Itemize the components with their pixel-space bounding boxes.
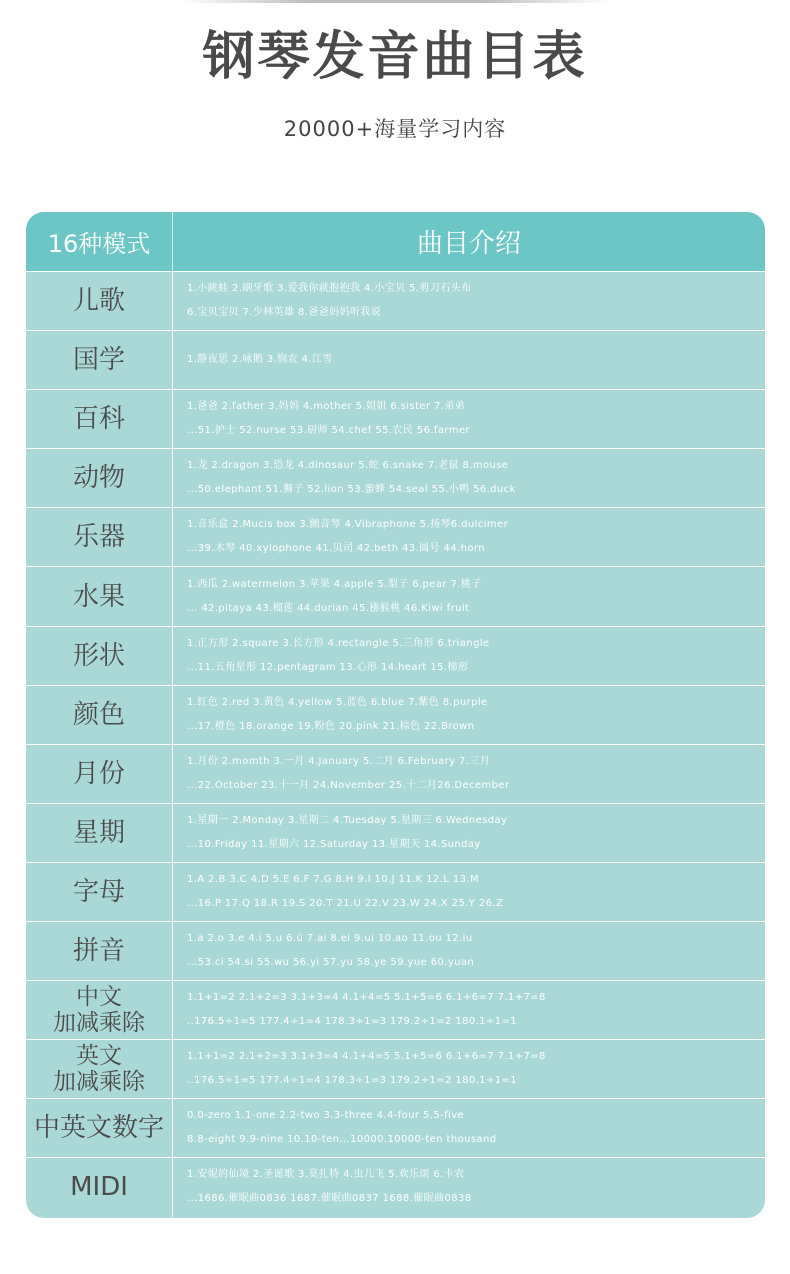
songs-line: ..176.5÷1=5 177.4÷1=4 178.3÷1=3 179.2÷1=2 180.1÷1=1 bbox=[187, 1075, 518, 1087]
songs-cell bbox=[173, 981, 765, 1039]
table-row bbox=[26, 1157, 765, 1216]
mode-cell: 星期 bbox=[26, 804, 173, 862]
songs-cell bbox=[173, 567, 765, 625]
table-row bbox=[26, 1039, 765, 1098]
table-row bbox=[26, 862, 765, 921]
songs-cell bbox=[173, 922, 765, 980]
songs-line: 1.月份 2.momth 3.一月 4.January 5.二月 6.February 7.三月 bbox=[187, 755, 491, 767]
songs-cell bbox=[173, 1158, 765, 1216]
mode-cell: 字母 bbox=[26, 863, 173, 921]
songs-line: 0.0-zero 1.1-one 2.2-two 3.3-three 4.4-four 5.5-five bbox=[187, 1110, 465, 1122]
songs-line: 1.小跳蛙 2.刷牙歌 3.爱我你就抱抱我 4.小宝贝 5.剪刀石头布 bbox=[187, 283, 472, 295]
table-row bbox=[26, 685, 765, 744]
songs-line: ...53.ci 54.si 55.wu 56.yi 57.yu 58.ye 59.yue 60.yuan bbox=[187, 957, 475, 969]
songs-line: ...39.木琴 40.xylophone 41.贝司 42.beth 43.圆号 44.horn bbox=[187, 543, 485, 555]
songs-line: 1.正方形 2.square 3.长方形 4.rectangle 5.三角形 6.triangle bbox=[187, 637, 490, 649]
songs-line: 1.红色 2.red 3.黄色 4.yellow 5.蓝色 6.blue 7.紫色 8.purple bbox=[187, 696, 488, 708]
songs-line: 1.1+1=2 2.1+2=3 3.1+3=4 4.1+4=5 5.1+5=6 6.1+6=7 7.1+7=8 bbox=[187, 1051, 546, 1063]
mode-cell: MIDI bbox=[26, 1158, 173, 1216]
songs-line: ...10.Friday 11.星期六 12.Saturday 13.星期天 14.Sunday bbox=[187, 838, 481, 850]
page-subtitle: 20000+海量学习内容 bbox=[283, 117, 507, 141]
songs-line: 8.8-eight 9.9-nine 10.10-ten...10000.10000-ten thousand bbox=[187, 1134, 497, 1146]
songs-line: 1.a 2.o 3.e 4.i 5.u 6.ü 7.ai 8.ei 9.ui 10.ao 11.ou 12.iu bbox=[187, 933, 473, 945]
songs-line: ...51.护士 52.nurse 53.厨师 54.chef 55.农民 56.farmer bbox=[187, 425, 470, 437]
songs-cell bbox=[173, 508, 765, 566]
mode-cell: 水果 bbox=[26, 567, 173, 625]
mode-cell: 动物 bbox=[26, 449, 173, 507]
songs-line: 1.安妮的仙境 2.圣诞歌 3.莫扎特 4.虫儿飞 5.欢乐颂 6.卡农 bbox=[187, 1169, 465, 1181]
songs-line: 1.星期一 2.Monday 3.星期二 4.Tuesday 5.星期三 6.Wednesday bbox=[187, 814, 508, 826]
header-mode: 16种模式 bbox=[26, 212, 173, 271]
table-row bbox=[26, 330, 765, 389]
table-header bbox=[26, 212, 765, 271]
table-row bbox=[26, 1098, 765, 1157]
songs-line: 1.龙 2.dragon 3.恐龙 4.dinosaur 5.蛇 6.snake 7.老鼠 8.mouse bbox=[187, 460, 509, 472]
mode-cell: 乐器 bbox=[26, 508, 173, 566]
mode-cell: 英文 加减乘除 bbox=[26, 1040, 173, 1098]
songs-line: ...11.五角星形 12.pentagram 13.心形 14.heart 15.梯形 bbox=[187, 661, 469, 673]
table-row bbox=[26, 626, 765, 685]
table-row bbox=[26, 803, 765, 862]
table-row bbox=[26, 448, 765, 507]
songs-line: ...16.P 17.Q 18.R 19.S 20.T 21.U 22.V 23.W 24.X 25.Y 26.Z bbox=[187, 897, 504, 909]
songs-line: 6.宝贝宝贝 7.少林英雄 8.爸爸妈妈听我说 bbox=[187, 307, 382, 319]
mode-cell: 儿歌 bbox=[26, 272, 173, 330]
mode-cell: 中英文数字 bbox=[26, 1099, 173, 1157]
songs-cell bbox=[173, 686, 765, 744]
songs-cell bbox=[173, 863, 765, 921]
table-row bbox=[26, 980, 765, 1039]
songs-cell bbox=[173, 804, 765, 862]
songs-line: ...1686.催眠曲0836 1687.催眠曲0837 1688.催眠曲0838 bbox=[187, 1193, 472, 1205]
table-row bbox=[26, 389, 765, 448]
page-title: 钢琴发音曲目表 bbox=[202, 27, 588, 87]
songs-line: 1.音乐盒 2.Mucis box 3.颤音琴 4.Vibraphone 5.扬琴6.dulcimer bbox=[187, 519, 509, 531]
songs-cell bbox=[173, 1099, 765, 1157]
songs-line: ..176.5÷1=5 177.4÷1=4 178.3÷1=3 179.2÷1=2 180.1÷1=1 bbox=[187, 1016, 518, 1028]
songs-line: ...50.elephant 51.狮子 52.lion 53.蜜蜂 54.seal 55.小鸭 56.duck bbox=[187, 484, 516, 496]
mode-cell: 颜色 bbox=[26, 686, 173, 744]
songs-line: 1.A 2.B 3.C 4.D 5.E 6.F 7.G 8.H 9.I 10.J 11.K 12.L 13.M bbox=[187, 873, 480, 885]
mode-cell: 拼音 bbox=[26, 922, 173, 980]
songs-line: ... 42.pitaya 43.榴莲 44.durian 45.猕猴桃 46.Kiwi fruit bbox=[187, 602, 470, 614]
songs-line: ...22.October 23.十一月 24.November 25.十二月26.December bbox=[187, 779, 510, 791]
songs-cell bbox=[173, 745, 765, 803]
songs-cell bbox=[173, 627, 765, 685]
song-table bbox=[26, 212, 765, 1218]
songs-line: ...17.橙色 18.orange 19.粉色 20.pink 21.棕色 22.Brown bbox=[187, 720, 475, 732]
table-body bbox=[26, 271, 765, 1217]
songs-cell bbox=[173, 1040, 765, 1098]
top-divider bbox=[180, 0, 610, 3]
mode-cell: 百科 bbox=[26, 390, 173, 448]
table-row bbox=[26, 566, 765, 625]
songs-cell bbox=[173, 449, 765, 507]
songs-line: 1.爸爸 2.father 3.妈妈 4.mother 5.姐姐 6.sister 7.弟弟 bbox=[187, 401, 466, 413]
songs-line: 1.静夜思 2.咏鹅 3.悯农 4.江雪 bbox=[187, 354, 333, 366]
table-row bbox=[26, 507, 765, 566]
table-row bbox=[26, 271, 765, 330]
songs-cell bbox=[173, 331, 765, 389]
table-row bbox=[26, 921, 765, 980]
mode-cell: 国学 bbox=[26, 331, 173, 389]
mode-cell: 形状 bbox=[26, 627, 173, 685]
songs-cell bbox=[173, 390, 765, 448]
mode-cell: 月份 bbox=[26, 745, 173, 803]
header-songs: 曲目介绍 bbox=[416, 229, 521, 259]
songs-line: 1.西瓜 2.watermelon 3.苹果 4.apple 5.梨子 6.pear 7.桃子 bbox=[187, 578, 482, 590]
songs-line: 1.1+1=2 2.1+2=3 3.1+3=4 4.1+4=5 5.1+5=6 6.1+6=7 7.1+7=8 bbox=[187, 992, 546, 1004]
songs-cell bbox=[173, 272, 765, 330]
mode-cell: 中文 加减乘除 bbox=[26, 981, 173, 1039]
table-row bbox=[26, 744, 765, 803]
